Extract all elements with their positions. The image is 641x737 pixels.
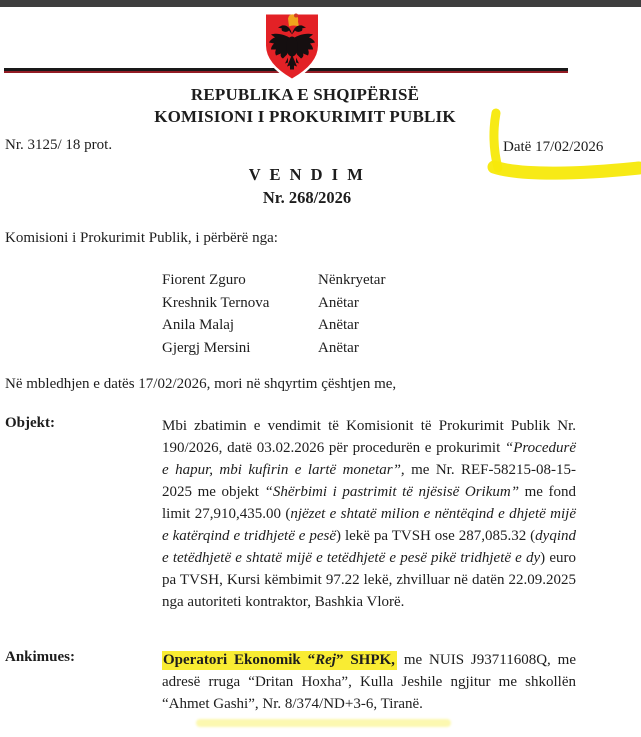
republic-title: REPUBLIKA E SHQIPËRISË xyxy=(190,85,420,104)
member-role: Anëtar xyxy=(318,317,359,333)
member-row xyxy=(162,269,385,292)
date-text: Datë 17/02/2026 xyxy=(503,139,604,155)
objekt-text-segment: ) lekë pa TVSH ose 287,085.32 ( xyxy=(336,528,536,544)
protocol-number: Nr. 3125/ 18 prot. xyxy=(5,137,113,153)
member-role: Nënkryetar xyxy=(318,272,386,288)
member-row xyxy=(162,314,385,337)
decision-number: Nr. 268/2026 xyxy=(262,188,352,207)
commission-title: KOMISIONI I PROKURIMIT PUBLIK xyxy=(154,107,456,126)
member-role: Anëtar xyxy=(318,294,359,311)
objekt-text-segment: me fond limit 27,910,435.00 ( xyxy=(162,484,577,522)
ankimues-text-rest: me NUIS J93711608Q, me adresë rruga “Dritan Hoxha”, Kulla Jeshile ngjitur me shkollën “Ahmet Gashi”, Nr. 8/374/ND+3-6, Tiranë. xyxy=(162,652,576,712)
member-name: Fiorent Zguro xyxy=(162,272,246,288)
objekt-procedure-quote: “Procedurë e hapur, mbi kufirin e lartë monetar” xyxy=(162,440,576,478)
member-name: Gjergj Mersini xyxy=(162,339,251,356)
objekt-label: Objekt: xyxy=(5,415,55,431)
objekt-paragraph xyxy=(162,415,576,613)
highlighted-operator-name xyxy=(162,651,397,670)
decision-title: V E N D I M xyxy=(248,165,366,184)
member-row xyxy=(162,292,385,315)
window-top-bar xyxy=(0,0,641,7)
albania-coat-of-arms-icon xyxy=(263,10,321,84)
member-role: Anëtar xyxy=(318,339,359,356)
session-line: Në mbledhjen e datës 17/02/2026, mori në shqyrtim çështjen me, xyxy=(5,376,397,392)
operator-name: Rej xyxy=(315,652,336,668)
objekt-amount-words-euro: dyqind e tetëdhjetë e shtatë mijë e tetëdhjetë e pesë pikë tridhjetë e dy xyxy=(162,528,576,566)
decision-heading xyxy=(0,163,614,209)
composition-line: Komisioni i Prokurimit Publik, i përbërë nga: xyxy=(5,230,278,246)
operator-pre: Operatori Ekonomik “ xyxy=(163,652,316,668)
highlight-bleed-mark xyxy=(196,719,451,727)
member-row xyxy=(162,337,385,360)
members-list xyxy=(162,269,385,359)
ankimues-label: Ankimues: xyxy=(5,649,76,665)
objekt-text-segment: , me Nr. REF-58215-08-15-2025 me objekt xyxy=(162,462,576,500)
member-name: Kreshnik Ternova xyxy=(162,294,270,311)
objekt-text-segment: Mbi zbatimin e vendimit të Komisionit të Prokurimit Publik Nr. 190/2026, datë 03.02.2026 për procedurën e prokurimit xyxy=(162,418,576,456)
objekt-amount-words-lek: njëzet e shtatë milion e nëntëqind e dhjetë mijë e katërqind e tridhjetë e pesë xyxy=(162,506,576,544)
objekt-text-segment: ) euro pa TVSH, Kursi këmbimit 97.22 lekë, zhvilluar në datën 22.09.2025 nga autoriteti kontraktor, Bashkia Vlorë. xyxy=(162,550,576,610)
operator-post: ” SHPK, xyxy=(335,652,395,668)
ankimues-paragraph xyxy=(162,649,576,715)
member-name: Anila Malaj xyxy=(162,317,235,333)
objekt-object-quote: “Shërbimi i pastrimit të njësisë Orikum” xyxy=(264,484,520,500)
